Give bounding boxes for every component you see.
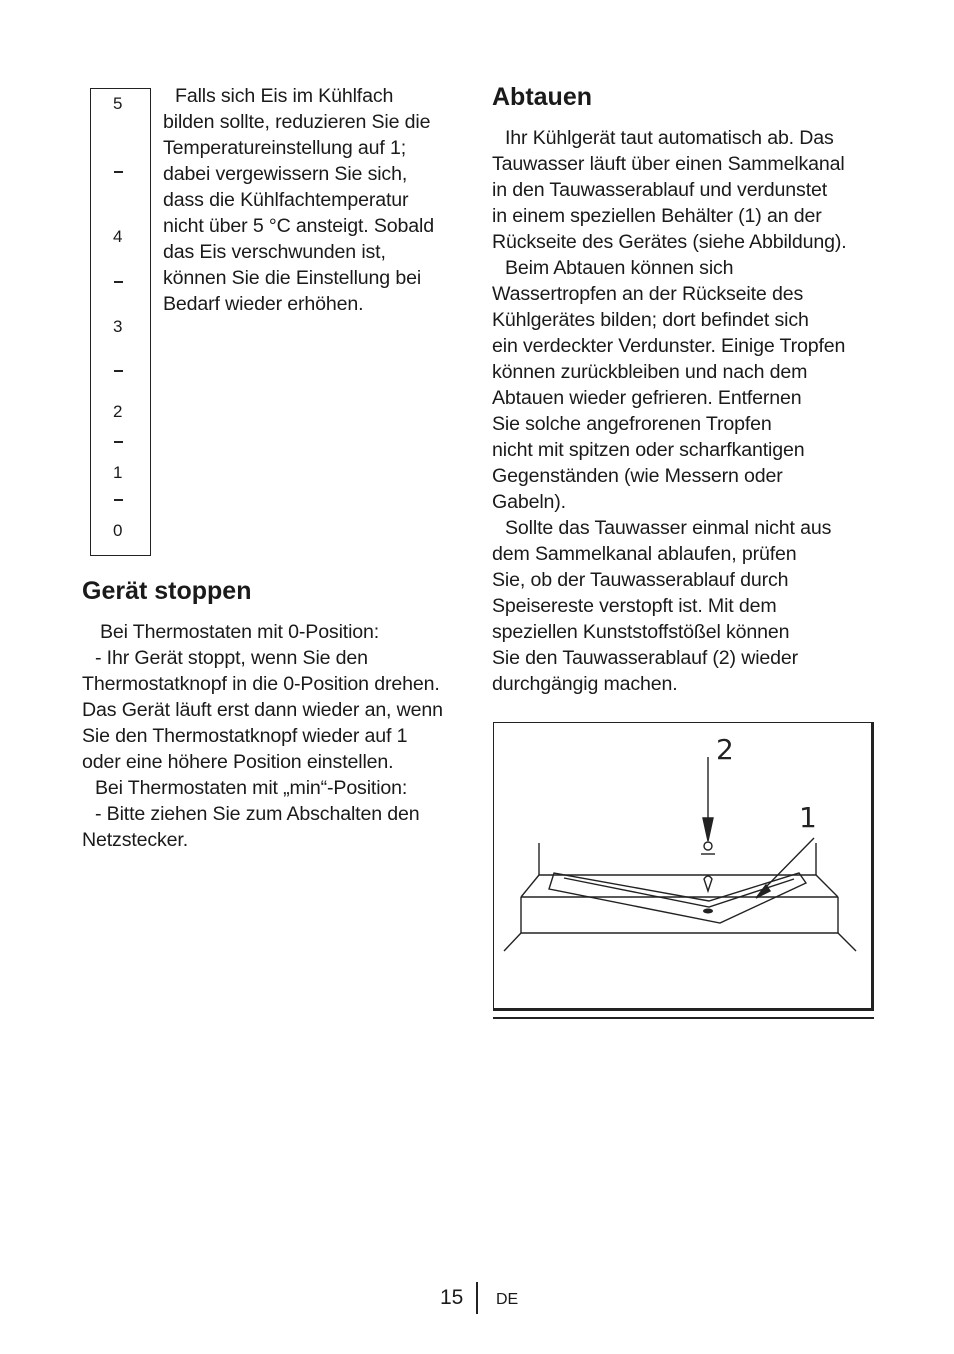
ice-note-paragraph: Falls sich Eis im Kühlfach bilden sollte, reduzieren Sie die Temperatureinstellung auf 1; dabei vergewissern Sie sich, dass die Kühlfachtemperatur nicht über 5 °C ansteigt. Sobald das Eis verschwunden ist, können Sie die Einstellung bei Bedarf wieder erhöhen. xyxy=(163,85,434,315)
stop-paragraph: Bei Thermostaten mit 0-Position: - Ihr Gerät stoppt, wenn Sie den Thermostatknopf in die 0-Position drehen. Das Gerät läuft erst dann wieder an, wenn Sie den Thermostatknopf wieder auf 1 oder eine höhere Position einstellen. Bei Thermostaten mit „min“-Position: - Bitte ziehen Sie zum Abschalten den Netzstecker. xyxy=(82,621,443,851)
footer-divider xyxy=(476,1282,478,1314)
drain-illustration xyxy=(494,723,872,1009)
plunger-icon xyxy=(701,757,715,891)
scale-mark-2: 2 xyxy=(113,402,123,421)
scale-mark-0: 0 xyxy=(113,521,123,540)
scale-dash xyxy=(114,499,123,501)
scale-mark-1: 1 xyxy=(113,463,123,482)
scale-mark-4: 4 xyxy=(113,227,123,246)
scale-dash xyxy=(114,441,123,443)
section-title-stop: Gerät stoppen xyxy=(82,577,252,605)
page-number: 15 xyxy=(440,1286,464,1309)
scale-dash xyxy=(114,370,123,372)
section-title-defrost: Abtauen xyxy=(492,83,592,111)
figure-underline xyxy=(493,1017,874,1019)
defrost-drain-figure xyxy=(493,722,874,1011)
scale-mark-3: 3 xyxy=(113,317,123,336)
scale-dash xyxy=(114,171,123,173)
arrow-icon xyxy=(756,838,814,898)
scale-mark-5: 5 xyxy=(113,94,123,113)
language-code: DE xyxy=(496,1291,519,1308)
defrost-paragraph: Ihr Kühlgerät taut automatisch ab. Das Tauwasser läuft über einen Sammelkanal in den Tauwasserablauf und verdunstet in einem speziellen Behälter (1) an der Rückseite des Gerätes (siehe Abbildung). Beim Abtauen können sich Wassertropfen an der Rückseite des Kühlgerätes bilden; dort befindet sich ein verdeckter Verdunster. Einige Tropfen können zurückbleiben und nach dem Abtauen wieder gefrieren. Entfernen Sie solche angefrorenen Tropfen nicht mit spitzen oder scharfkantigen Gegenständen (wie Messern oder Gabeln). Sollte das Tauwasser einmal nicht aus dem Sammelkanal ablaufen, prüfen Sie, ob der Tauwasserablauf durch Speisereste verstopft ist. Mit dem speziellen Kunststoffstößel können Sie den Tauwasserablauf (2) wieder durchgängig machen. xyxy=(492,127,847,695)
figure-label-container: 1 xyxy=(799,801,817,834)
thermostat-scale xyxy=(90,88,151,556)
figure-label-drain: 2 xyxy=(716,733,734,766)
scale-dash xyxy=(114,281,123,283)
